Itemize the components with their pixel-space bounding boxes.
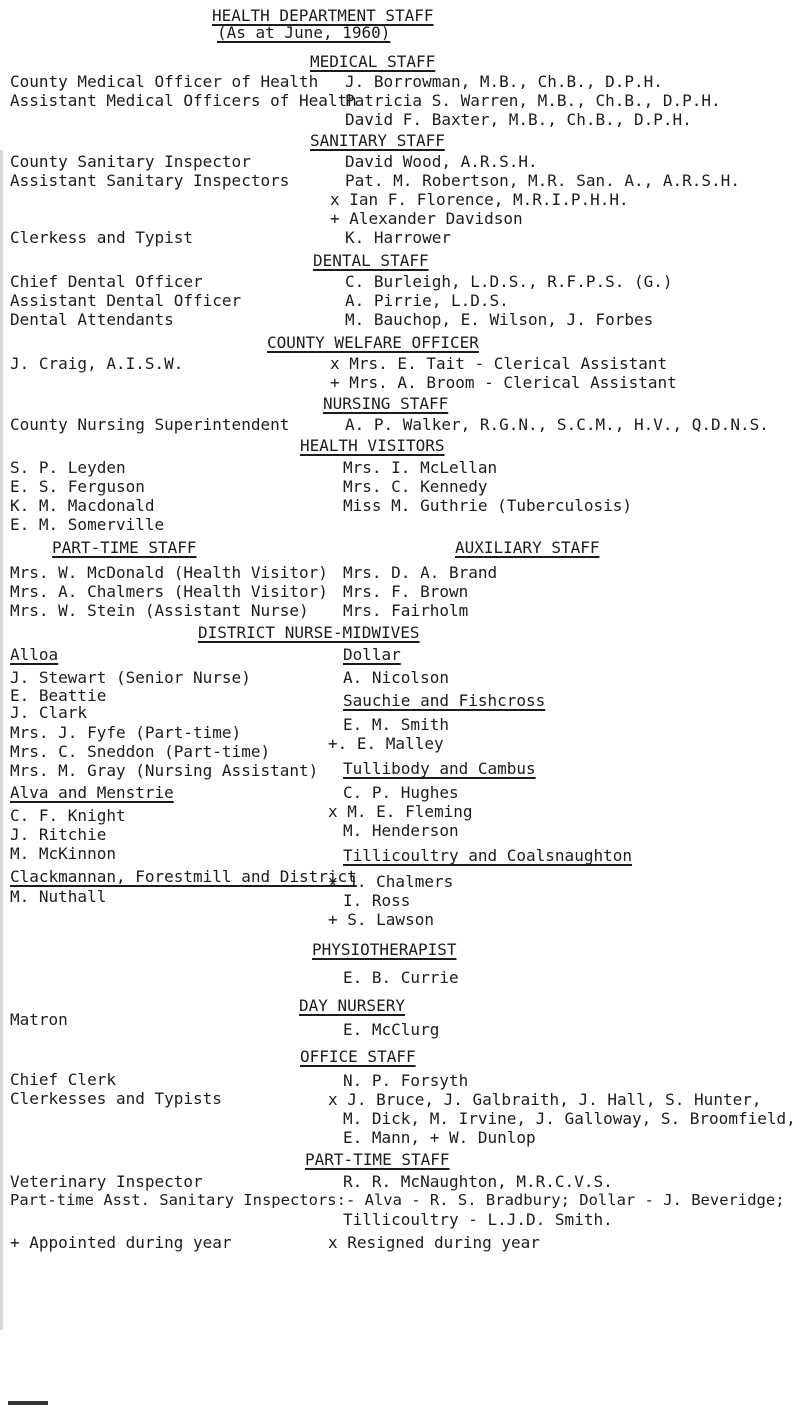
medical-role: County Medical Officer of Health [10, 72, 319, 91]
midwife-name: x J. Chalmers [328, 872, 454, 891]
sanitary-names: x Ian F. Florence, M.R.I.P.H.H. [330, 190, 629, 209]
auxiliary-staff-heading: AUXILIARY STAFF [455, 538, 600, 557]
tullibody-cambus-heading: Tullibody and Cambus [343, 759, 536, 778]
midwife-name: A. Nicolson [343, 668, 449, 687]
auxiliary-staff-item: Mrs. F. Brown [343, 582, 469, 601]
health-visitor: Mrs. I. McLellan [343, 458, 498, 477]
midwife-name: E. Beattie [10, 686, 107, 705]
dental-names: C. Burleigh, L.D.S., R.F.P.S. (G.) [345, 272, 673, 291]
dental-names: M. Bauchop, E. Wilson, J. Forbes [345, 310, 654, 329]
midwife-name: x M. E. Fleming [328, 802, 473, 821]
midwife-name: M. Henderson [343, 821, 459, 840]
part-time-sanitary-inspectors-2: Tillicoultry - L.J.D. Smith. [343, 1210, 613, 1229]
sanitary-role: Assistant Sanitary Inspectors [10, 171, 290, 190]
nursing-superintendent-role: County Nursing Superintendent [10, 415, 290, 434]
dental-role: Chief Dental Officer [10, 272, 203, 291]
health-visitor: E. M. Somerville [10, 515, 165, 534]
sanitary-names: Pat. M. Robertson, M.R. San. A., A.R.S.H. [345, 171, 740, 190]
midwife-name: C. F. Knight [10, 806, 126, 825]
sanitary-role: County Sanitary Inspector [10, 152, 251, 171]
midwife-name: + S. Lawson [328, 910, 434, 929]
midwife-name: +. E. Malley [328, 734, 444, 753]
dental-role: Assistant Dental Officer [10, 291, 242, 310]
nursing-staff-heading: NURSING STAFF [323, 394, 449, 413]
auxiliary-staff-item: Mrs. D. A. Brand [343, 563, 498, 582]
clerkesses-role: Clerkesses and Typists [10, 1089, 222, 1108]
midwife-name: C. P. Hughes [343, 783, 459, 802]
chief-clerk-role: Chief Clerk [10, 1070, 116, 1089]
midwife-name: E. M. Smith [343, 715, 449, 734]
welfare-officer-name: J. Craig, A.I.S.W. [10, 354, 184, 373]
health-visitor: K. M. Macdonald [10, 496, 155, 515]
clerkesses-names: E. Mann, + W. Dunlop [343, 1128, 536, 1147]
part-time-staff-heading: PART-TIME STAFF [52, 538, 197, 557]
part-time-staff-item: Mrs. A. Chalmers (Health Visitor) [10, 582, 328, 601]
part-time-staff-item: Mrs. W. Stein (Assistant Nurse) [10, 601, 309, 620]
sanitary-staff-heading: SANITARY STAFF [310, 131, 445, 150]
welfare-assistant: x Mrs. E. Tait - Clerical Assistant [330, 354, 668, 373]
page-title: HEALTH DEPARTMENT STAFF [212, 6, 434, 25]
sanitary-names: K. Harrower [345, 228, 451, 247]
physiotherapist-name: E. B. Currie [343, 968, 459, 987]
health-visitor: Miss M. Guthrie (Tuberculosis) [343, 496, 632, 515]
dental-names: A. Pirrie, L.D.S. [345, 291, 509, 310]
midwife-name: J. Ritchie [10, 825, 107, 844]
health-visitor: S. P. Leyden [10, 458, 126, 477]
health-visitor: E. S. Ferguson [10, 477, 145, 496]
part-time-staff-heading-2: PART-TIME STAFF [305, 1150, 450, 1169]
midwife-name: Mrs. J. Fyfe (Part-time) [10, 723, 242, 742]
medical-names: J. Borrowman, M.B., Ch.B., D.P.H. [345, 72, 663, 91]
midwife-name: Mrs. M. Gray (Nursing Assistant) [10, 761, 319, 780]
tillicoultry-heading: Tillicoultry and Coalsnaughton [343, 846, 632, 865]
dental-role: Dental Attendants [10, 310, 174, 329]
medical-staff-heading: MEDICAL STAFF [310, 52, 436, 71]
day-nursery-heading: DAY NURSERY [299, 996, 405, 1015]
clerkesses-names: M. Dick, M. Irvine, J. Galloway, S. Broomfield, [343, 1109, 796, 1128]
district-midwives-heading: DISTRICT NURSE-MIDWIVES [198, 623, 420, 642]
nursing-superintendent-name: A. P. Walker, R.G.N., S.C.M., H.V., Q.D.N.S. [345, 415, 769, 434]
veterinary-inspector-role: Veterinary Inspector [10, 1172, 203, 1191]
dental-staff-heading: DENTAL STAFF [313, 251, 429, 270]
medical-names: David F. Baxter, M.B., Ch.B., D.P.H. [345, 110, 692, 129]
page-edge-shadow [0, 150, 3, 1330]
page-subtitle: (As at June, 1960) [217, 23, 391, 42]
auxiliary-staff-item: Mrs. Fairholm [343, 601, 469, 620]
medical-names: Patricia S. Warren, M.B., Ch.B., D.P.H. [345, 91, 721, 110]
midwife-name: Mrs. C. Sneddon (Part-time) [10, 742, 271, 761]
sauchie-fishcross-heading: Sauchie and Fishcross [343, 691, 546, 710]
midwife-name: J. Stewart (Senior Nurse) [10, 668, 251, 687]
clackmannan-heading: Clackmannan, Forestmill and District [10, 867, 357, 886]
welfare-officer-heading: COUNTY WELFARE OFFICER [267, 333, 479, 352]
chief-clerk-name: N. P. Forsyth [343, 1071, 469, 1090]
midwife-name: M. McKinnon [10, 844, 116, 863]
medical-role: Assistant Medical Officers of Health [10, 91, 357, 110]
sanitary-role: Clerkess and Typist [10, 228, 194, 247]
midwife-name: J. Clark [10, 703, 88, 722]
sanitary-names: David Wood, A.R.S.H. [345, 152, 538, 171]
alloa-heading: Alloa [10, 645, 59, 664]
part-time-sanitary-inspectors: Part-time Asst. Sanitary Inspectors:- Alva - R. S. Bradbury; Dollar - J. Beveridge; [10, 1191, 785, 1209]
midwife-name: I. Ross [343, 891, 411, 910]
clerkesses-names: x J. Bruce, J. Galbraith, J. Hall, S. Hunter, [328, 1090, 762, 1109]
part-time-staff-item: Mrs. W. McDonald (Health Visitor) [10, 563, 328, 582]
page-corner-mark [8, 1401, 48, 1405]
alva-menstrie-heading: Alva and Menstrie [10, 783, 174, 802]
footnote-appointed: + Appointed during year [10, 1233, 232, 1252]
midwife-name: M. Nuthall [10, 887, 107, 906]
matron-role: Matron [10, 1010, 68, 1029]
physiotherapist-heading: PHYSIOTHERAPIST [312, 940, 457, 959]
health-visitor: Mrs. C. Kennedy [343, 477, 488, 496]
health-visitors-heading: HEALTH VISITORS [300, 436, 445, 455]
sanitary-names: + Alexander Davidson [330, 209, 523, 228]
matron-name: E. McClurg [343, 1020, 440, 1039]
office-staff-heading: OFFICE STAFF [300, 1047, 416, 1066]
dollar-heading: Dollar [343, 645, 401, 664]
welfare-assistant: + Mrs. A. Broom - Clerical Assistant [330, 373, 677, 392]
footnote-resigned: x Resigned during year [328, 1233, 540, 1252]
veterinary-inspector-name: R. R. McNaughton, M.R.C.V.S. [343, 1172, 613, 1191]
